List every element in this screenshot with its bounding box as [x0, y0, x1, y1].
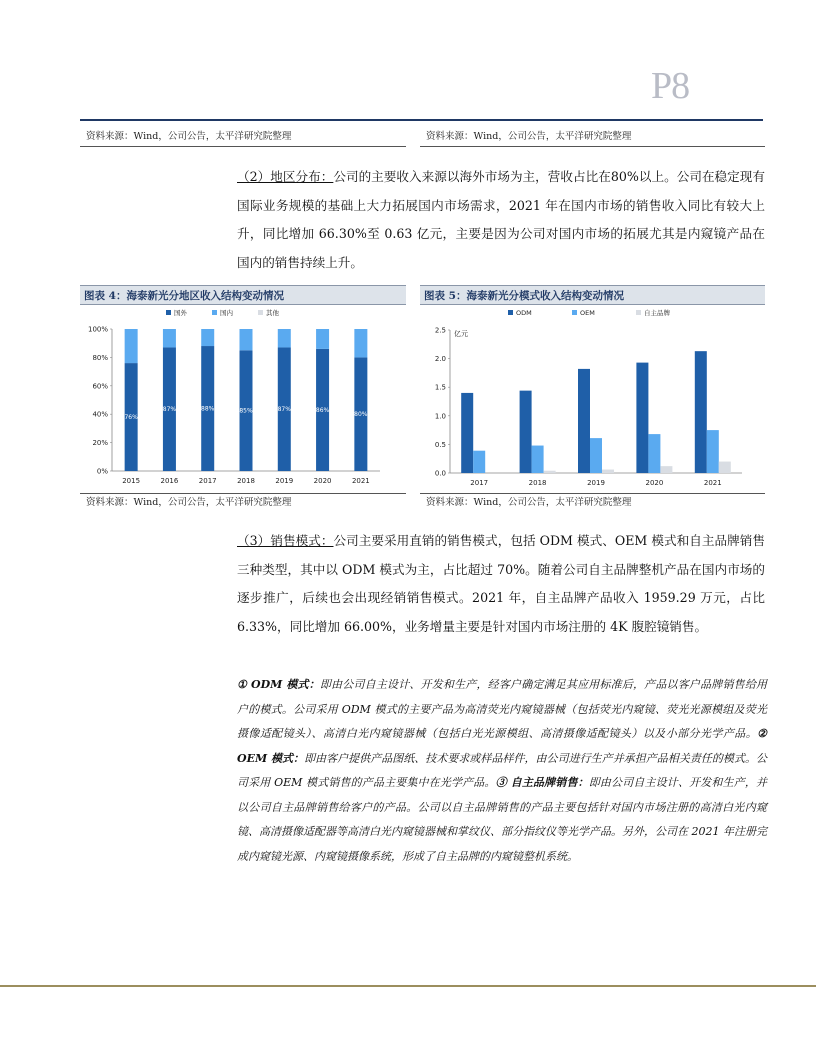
source-note-top-right: 资料来源：Wind，公司公告，太平洋研究院整理 — [426, 131, 632, 142]
x-tick-label: 2021 — [351, 477, 370, 485]
chart5-mode-revenue — [420, 305, 765, 493]
bar-ODM — [461, 393, 473, 473]
x-tick-label: 2018 — [528, 479, 547, 487]
legend-swatch — [166, 310, 171, 315]
data-label: 76% — [124, 414, 138, 422]
sales-modes-block — [237, 673, 767, 869]
bar-自主品牌 — [719, 462, 731, 473]
oem-text: 即由客户提供产品图纸、技术要求或样品样件，由公司进行生产并承担产品相关责任的模式。公司采用 OEM 模式销售的产品主要集中在光学产品。 — [237, 751, 767, 789]
bar-ODM — [636, 363, 648, 473]
y-tick-label: 2.5 — [434, 326, 446, 335]
odm-label: ① ODM 模式： — [237, 678, 320, 691]
x-tick-label: 2019 — [587, 479, 605, 487]
x-tick-label: 2017 — [470, 479, 489, 487]
oem-label: ② OEM 模式： — [237, 727, 767, 765]
bar-国内 — [316, 329, 329, 349]
paragraph-lead: （2）地区分布： — [237, 169, 334, 184]
own-brand-text: 即由公司自主设计、开发和生产，并以公司自主品牌销售给客户的产品。公司以自主品牌销售的产品主要包括针对国内市场注册的高清白光内窥镜、高清摄像适配器等高清白光内窥镜器械和掌纹仪、部分指纹仪等光学产品。另外，公司在 2021 年注册完成内窥镜光源、内窥镜摄像系统，形成了自主品牌的内窥镜整机系统。 — [237, 776, 767, 863]
unit-label: 亿元 — [454, 330, 468, 338]
bar-国内 — [240, 329, 253, 350]
source-note-bottom-left: 资料来源：Wind，公司公告，太平洋研究院整理 — [86, 497, 292, 508]
bar-ODM — [695, 351, 707, 473]
own-brand-label: ③ 自主品牌销售： — [495, 776, 589, 789]
legend-swatch — [572, 310, 577, 315]
x-tick-label: 2015 — [122, 477, 141, 485]
legend-swatch — [508, 310, 513, 315]
x-tick-label: 2019 — [275, 477, 294, 485]
legend-swatch — [636, 310, 641, 315]
bar-国内 — [354, 329, 367, 357]
y-tick-label: 20% — [92, 439, 108, 448]
y-tick-label: 100% — [87, 325, 108, 334]
source-rule — [420, 146, 765, 147]
data-label: 88% — [201, 405, 215, 413]
region-paragraph — [237, 163, 765, 277]
sales-paragraph — [237, 527, 765, 641]
footer-rule — [0, 985, 816, 987]
legend-swatch — [258, 310, 263, 315]
chart4-title: 图表 4：海泰新光分地区收入结构变动情况 — [84, 290, 284, 302]
x-tick-label: 2017 — [198, 477, 217, 485]
bar-ODM — [520, 391, 532, 473]
bar-自主品牌 — [602, 470, 614, 473]
bar-国内 — [163, 329, 176, 347]
data-label: 86% — [315, 406, 330, 414]
bar-国内 — [125, 329, 138, 363]
chart4-region-share — [80, 305, 406, 493]
y-tick-label: 80% — [92, 353, 108, 362]
paragraph-body: 公司主要采用直销的销售模式，包括 ODM 模式、OEM 模式和自主品牌销售三种类型，其中以 ODM 模式为主，占比超过 70%。随着公司自主品牌整机产品在国内市场的逐步推广，后续也会出现经销销售模式。2021 年，自主品牌产品收入 1959.29 万元，占比 6.33%，同比增加 66.00%，业务增量主要是针对国内市场注册的 4K 腹腔镜销售。 — [237, 533, 765, 634]
y-tick-label: 0.0 — [434, 469, 446, 478]
bar-OEM — [590, 438, 602, 473]
bar-自主品牌 — [544, 471, 556, 473]
page-number: P8 — [651, 65, 690, 107]
bar-自主品牌 — [660, 466, 672, 473]
chart5-header — [420, 285, 765, 305]
legend-swatch — [212, 310, 217, 315]
x-tick-label: 2021 — [703, 479, 722, 487]
paragraph-lead: （3）销售模式： — [237, 533, 334, 548]
y-tick-label: 1.5 — [434, 383, 446, 392]
source-note-bottom-right: 资料来源：Wind，公司公告，太平洋研究院整理 — [426, 497, 632, 508]
bar-OEM — [707, 430, 719, 473]
header-rule — [80, 119, 763, 121]
data-label: 80% — [354, 411, 368, 419]
bar-国内 — [201, 329, 214, 346]
legend-label: 其他 — [266, 309, 279, 317]
source-rule — [80, 493, 406, 494]
legend-label: ODM — [516, 309, 532, 317]
data-label: 87% — [277, 406, 291, 414]
bar-ODM — [578, 369, 590, 473]
source-rule — [80, 146, 406, 147]
odm-text: 即由公司自主设计、开发和生产，经客户确定满足其应用标准后，产品以客户品牌销售给用户的模式。公司采用 ODM 模式的主要产品为高清荧光内窥镜器械（包括荧光内窥镜、荧光光源模组及荧光摄像适配镜头）、高清白光内窥镜器械（包括白光光源模组、高清摄像适配镜头）以及小部分光学产品。 — [237, 678, 768, 740]
legend-label: OEM — [580, 309, 595, 317]
legend-label: 国外 — [174, 309, 187, 317]
bar-国内 — [278, 329, 291, 347]
source-note-top-left: 资料来源：Wind，公司公告，太平洋研究院整理 — [86, 131, 292, 142]
x-tick-label: 2020 — [313, 477, 332, 485]
paragraph-body: 公司的主要收入来源以海外市场为主，营收占比在80%以上。公司在稳定现有国际业务规模的基础上大力拓展国内市场需求，2021 年在国内市场的销售收入同比有较大上升，同比增加 66.30%至 0.63 亿元，主要是因为公司对国内市场的拓展尤其是内窥镜产品在国内的销售持续上升。 — [237, 169, 765, 270]
x-tick-label: 2016 — [160, 477, 179, 485]
bar-OEM — [532, 446, 544, 473]
chart5-svg — [420, 305, 765, 493]
x-tick-label: 2018 — [237, 477, 255, 485]
y-tick-label: 40% — [92, 410, 108, 419]
y-tick-label: 2.0 — [434, 355, 446, 364]
chart4-svg — [80, 305, 406, 493]
legend-label: 国内 — [220, 309, 233, 317]
chart4-header — [80, 285, 406, 305]
bar-OEM — [648, 434, 660, 473]
y-tick-label: 0% — [96, 467, 108, 476]
y-tick-label: 60% — [92, 382, 108, 391]
data-label: 85% — [239, 407, 253, 415]
x-tick-label: 2020 — [645, 479, 664, 487]
data-label: 87% — [162, 406, 177, 414]
source-rule — [420, 493, 765, 494]
bar-OEM — [473, 451, 485, 473]
y-tick-label: 1.0 — [434, 412, 446, 421]
chart5-title: 图表 5：海泰新光分模式收入结构变动情况 — [424, 290, 624, 302]
legend-label: 自主品牌 — [644, 309, 670, 317]
y-tick-label: 0.5 — [434, 440, 446, 449]
